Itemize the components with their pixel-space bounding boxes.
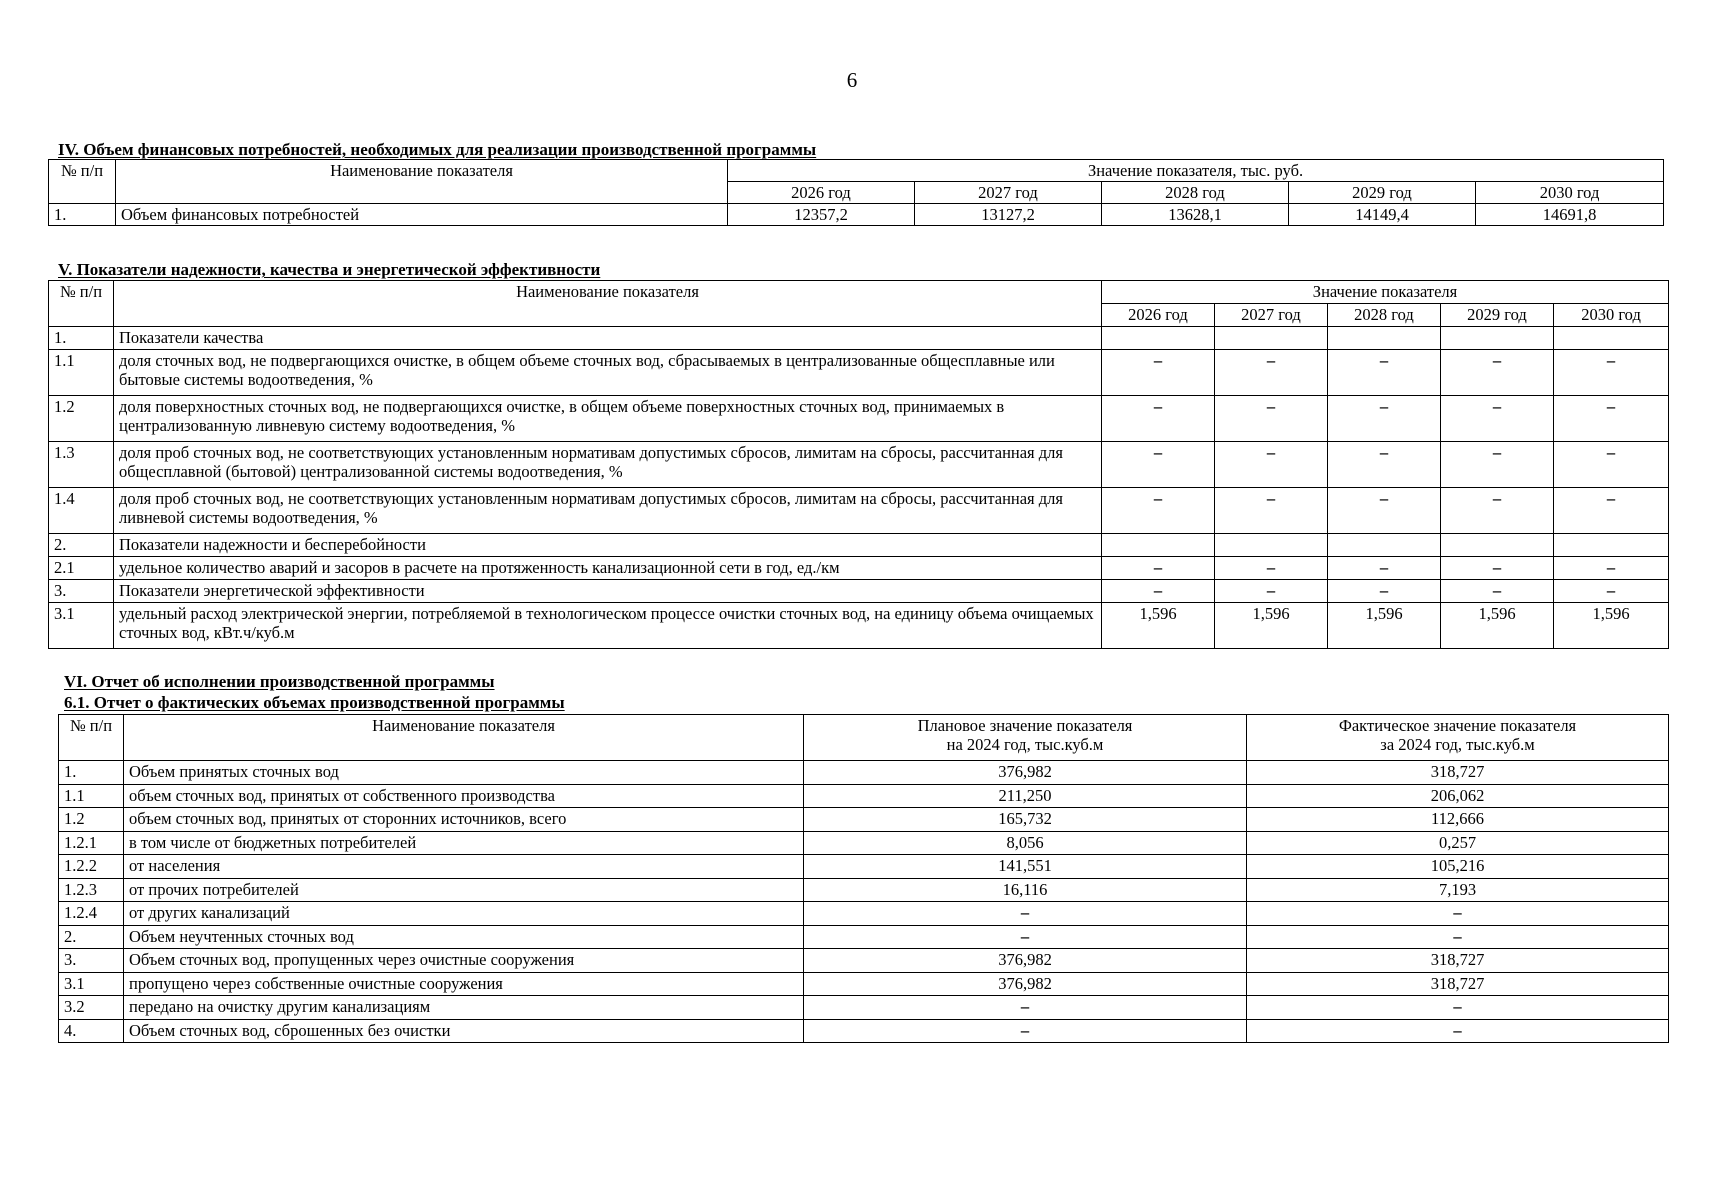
row-name: передано на очистку другим канализациям bbox=[124, 996, 804, 1020]
row-value bbox=[1328, 534, 1441, 557]
row-plan-value: – bbox=[804, 996, 1247, 1020]
row-value: 14691,8 bbox=[1476, 204, 1664, 226]
row-name: Показатели энергетической эффективности bbox=[114, 580, 1102, 603]
row-plan-value: 376,982 bbox=[804, 972, 1247, 996]
row-fact-value: 318,727 bbox=[1247, 972, 1669, 996]
year-header: 2028 год bbox=[1102, 182, 1289, 204]
section4-title: IV. Объем финансовых потребностей, необходимых для реализации производственной программы bbox=[58, 140, 817, 159]
row-value bbox=[1554, 327, 1669, 350]
row-fact-value: 105,216 bbox=[1247, 855, 1669, 879]
row-number: 1. bbox=[49, 204, 116, 226]
row-value: – bbox=[1554, 580, 1669, 603]
row-value: 14149,4 bbox=[1289, 204, 1476, 226]
row-value: – bbox=[1102, 396, 1215, 442]
row-number: 3.2 bbox=[59, 996, 124, 1020]
year-header: 2030 год bbox=[1476, 182, 1664, 204]
table-header-plan bbox=[804, 715, 1247, 761]
table-header-fact bbox=[1247, 715, 1669, 761]
row-value: – bbox=[1215, 488, 1328, 534]
row-number: 2. bbox=[49, 534, 114, 557]
row-value: – bbox=[1441, 557, 1554, 580]
fact-header-line2: за 2024 год, тыс.куб.м bbox=[1380, 735, 1535, 754]
table-row bbox=[49, 350, 1669, 396]
row-fact-value: 0,257 bbox=[1247, 831, 1669, 855]
table-row bbox=[49, 204, 1664, 226]
row-name: Показатели надежности и бесперебойности bbox=[114, 534, 1102, 557]
row-value: – bbox=[1441, 442, 1554, 488]
table-row bbox=[59, 761, 1669, 785]
table-row bbox=[59, 925, 1669, 949]
year-header: 2030 год bbox=[1554, 304, 1669, 327]
row-name: Объем финансовых потребностей bbox=[116, 204, 728, 226]
row-value: 13127,2 bbox=[915, 204, 1102, 226]
financial-needs-table bbox=[48, 159, 1664, 226]
row-number: 2. bbox=[59, 925, 124, 949]
row-name: пропущено через собственные очистные сооружения bbox=[124, 972, 804, 996]
row-value: – bbox=[1554, 488, 1669, 534]
row-fact-value: – bbox=[1247, 902, 1669, 926]
row-plan-value: 141,551 bbox=[804, 855, 1247, 879]
table-row bbox=[59, 972, 1669, 996]
row-number: 1. bbox=[49, 327, 114, 350]
row-value bbox=[1215, 534, 1328, 557]
row-value: – bbox=[1554, 350, 1669, 396]
row-plan-value: – bbox=[804, 902, 1247, 926]
table-header-name: Наименование показателя bbox=[116, 160, 728, 204]
row-value bbox=[1441, 534, 1554, 557]
row-value: – bbox=[1215, 396, 1328, 442]
table-header-num: № п/п bbox=[49, 160, 116, 204]
table-row bbox=[59, 784, 1669, 808]
table-header-value: Значение показателя bbox=[1102, 281, 1669, 304]
row-value: – bbox=[1328, 396, 1441, 442]
table-row bbox=[59, 878, 1669, 902]
row-value: – bbox=[1328, 442, 1441, 488]
row-name: удельное количество аварий и засоров в расчете на протяженность канализационной сети в год, ед./км bbox=[114, 557, 1102, 580]
row-value: 1,596 bbox=[1215, 603, 1328, 649]
year-header: 2027 год bbox=[915, 182, 1102, 204]
table-header-num: № п/п bbox=[49, 281, 114, 327]
row-name: Объем сточных вод, сброшенных без очистки bbox=[124, 1019, 804, 1043]
row-value bbox=[1441, 327, 1554, 350]
plan-header-line1: Плановое значение показателя bbox=[917, 716, 1133, 735]
row-number: 1.4 bbox=[49, 488, 114, 534]
row-name: доля проб сточных вод, не соответствующих установленным нормативам допустимых сбросов, лимитам на сбросы, рассчитанная для общесплавной (бытовой) централизованной системы водоотведения, % bbox=[114, 442, 1102, 488]
row-fact-value: 318,727 bbox=[1247, 949, 1669, 973]
row-fact-value: – bbox=[1247, 996, 1669, 1020]
row-number: 2.1 bbox=[49, 557, 114, 580]
row-number: 3. bbox=[49, 580, 114, 603]
row-name: доля проб сточных вод, не соответствующих установленным нормативам допустимых сбросов, лимитам на сбросы, рассчитанная для ливневой системы водоотведения, % bbox=[114, 488, 1102, 534]
section6-title: VI. Отчет об исполнении производственной программы bbox=[64, 672, 495, 691]
row-number: 1.2 bbox=[49, 396, 114, 442]
row-value: – bbox=[1215, 580, 1328, 603]
table-row bbox=[59, 831, 1669, 855]
row-value: – bbox=[1102, 580, 1215, 603]
row-number: 1.3 bbox=[49, 442, 114, 488]
table-row bbox=[59, 1019, 1669, 1043]
row-number: 1.2.4 bbox=[59, 902, 124, 926]
year-header: 2029 год bbox=[1441, 304, 1554, 327]
row-value: 1,596 bbox=[1328, 603, 1441, 649]
table-row bbox=[49, 557, 1669, 580]
table-row bbox=[49, 327, 1669, 350]
fact-header-line1: Фактическое значение показателя bbox=[1338, 716, 1577, 735]
row-value bbox=[1102, 534, 1215, 557]
row-value: 1,596 bbox=[1554, 603, 1669, 649]
row-value: – bbox=[1554, 557, 1669, 580]
row-value bbox=[1554, 534, 1669, 557]
row-number: 1.2 bbox=[59, 808, 124, 832]
row-value: – bbox=[1102, 488, 1215, 534]
year-header: 2027 год bbox=[1215, 304, 1328, 327]
table-header-name: Наименование показателя bbox=[114, 281, 1102, 327]
row-name: Объем сточных вод, пропущенных через очистные сооружения bbox=[124, 949, 804, 973]
row-name: от других канализаций bbox=[124, 902, 804, 926]
row-name: Объем принятых сточных вод bbox=[124, 761, 804, 785]
year-header: 2026 год bbox=[1102, 304, 1215, 327]
year-header: 2029 год bbox=[1289, 182, 1476, 204]
row-value: – bbox=[1554, 442, 1669, 488]
row-name: доля сточных вод, не подвергающихся очистке, в общем объеме сточных вод, сбрасываемых в централизованные общесплавные или бытовые системы водоотведения, % bbox=[114, 350, 1102, 396]
row-plan-value: – bbox=[804, 925, 1247, 949]
row-value: – bbox=[1328, 350, 1441, 396]
table-header-name: Наименование показателя bbox=[124, 715, 804, 761]
row-number: 1.2.2 bbox=[59, 855, 124, 879]
row-value: – bbox=[1102, 442, 1215, 488]
row-value: 1,596 bbox=[1102, 603, 1215, 649]
row-plan-value: 8,056 bbox=[804, 831, 1247, 855]
row-value: – bbox=[1102, 557, 1215, 580]
year-header: 2028 год bbox=[1328, 304, 1441, 327]
row-name: от прочих потребителей bbox=[124, 878, 804, 902]
row-value: – bbox=[1328, 580, 1441, 603]
row-value: – bbox=[1441, 350, 1554, 396]
row-number: 3. bbox=[59, 949, 124, 973]
row-number: 1.1 bbox=[49, 350, 114, 396]
row-fact-value: – bbox=[1247, 1019, 1669, 1043]
row-name: объем сточных вод, принятых от сторонних источников, всего bbox=[124, 808, 804, 832]
row-value: – bbox=[1328, 488, 1441, 534]
row-plan-value: 376,982 bbox=[804, 761, 1247, 785]
row-value bbox=[1328, 327, 1441, 350]
row-name: объем сточных вод, принятых от собственного производства bbox=[124, 784, 804, 808]
table-row bbox=[49, 580, 1669, 603]
row-value: – bbox=[1441, 580, 1554, 603]
table-row bbox=[59, 996, 1669, 1020]
section5-title: V. Показатели надежности, качества и энергетической эффективности bbox=[58, 260, 601, 279]
row-number: 1.2.3 bbox=[59, 878, 124, 902]
reliability-quality-table bbox=[48, 280, 1669, 649]
table-header-value: Значение показателя, тыс. руб. bbox=[728, 160, 1664, 182]
row-value: – bbox=[1215, 442, 1328, 488]
row-value: – bbox=[1215, 557, 1328, 580]
row-value: 12357,2 bbox=[728, 204, 915, 226]
table-row bbox=[49, 488, 1669, 534]
row-fact-value: – bbox=[1247, 925, 1669, 949]
production-report-table bbox=[58, 714, 1669, 1043]
row-name: в том числе от бюджетных потребителей bbox=[124, 831, 804, 855]
row-plan-value: 165,732 bbox=[804, 808, 1247, 832]
row-value: – bbox=[1215, 350, 1328, 396]
row-value: – bbox=[1441, 488, 1554, 534]
row-fact-value: 7,193 bbox=[1247, 878, 1669, 902]
table-row bbox=[49, 534, 1669, 557]
row-value bbox=[1215, 327, 1328, 350]
year-header: 2026 год bbox=[728, 182, 915, 204]
row-value: – bbox=[1328, 557, 1441, 580]
table-row bbox=[49, 442, 1669, 488]
row-name: от населения bbox=[124, 855, 804, 879]
row-value: – bbox=[1554, 396, 1669, 442]
table-row bbox=[59, 808, 1669, 832]
row-number: 1.1 bbox=[59, 784, 124, 808]
table-row bbox=[59, 855, 1669, 879]
table-header-num: № п/п bbox=[59, 715, 124, 761]
plan-header-line2: на 2024 год, тыс.куб.м bbox=[946, 735, 1104, 754]
page-number: 6 bbox=[846, 68, 858, 92]
table-row bbox=[49, 603, 1669, 649]
row-number: 1.2.1 bbox=[59, 831, 124, 855]
row-fact-value: 318,727 bbox=[1247, 761, 1669, 785]
row-number: 3.1 bbox=[59, 972, 124, 996]
row-value: – bbox=[1102, 350, 1215, 396]
row-plan-value: 376,982 bbox=[804, 949, 1247, 973]
row-fact-value: 206,062 bbox=[1247, 784, 1669, 808]
row-name: Показатели качества bbox=[114, 327, 1102, 350]
row-value: 1,596 bbox=[1441, 603, 1554, 649]
row-number: 4. bbox=[59, 1019, 124, 1043]
row-value bbox=[1102, 327, 1215, 350]
table-row bbox=[59, 902, 1669, 926]
row-value: – bbox=[1441, 396, 1554, 442]
row-name: доля поверхностных сточных вод, не подвергающихся очистке, в общем объеме поверхностных сточных вод, принимаемых в централизованную ливневую систему водоотведения, % bbox=[114, 396, 1102, 442]
table-row bbox=[49, 396, 1669, 442]
row-plan-value: 211,250 bbox=[804, 784, 1247, 808]
table-row bbox=[59, 949, 1669, 973]
row-name: Объем неучтенных сточных вод bbox=[124, 925, 804, 949]
row-number: 1. bbox=[59, 761, 124, 785]
row-fact-value: 112,666 bbox=[1247, 808, 1669, 832]
row-plan-value: – bbox=[804, 1019, 1247, 1043]
section6-subtitle: 6.1. Отчет о фактических объемах производственной программы bbox=[64, 693, 565, 712]
row-number: 3.1 bbox=[49, 603, 114, 649]
row-value: 13628,1 bbox=[1102, 204, 1289, 226]
row-name: удельный расход электрической энергии, потребляемой в технологическом процессе очистки сточных вод, на единицу объема очищаемых сточных вод, кВт.ч/куб.м bbox=[114, 603, 1102, 649]
row-plan-value: 16,116 bbox=[804, 878, 1247, 902]
